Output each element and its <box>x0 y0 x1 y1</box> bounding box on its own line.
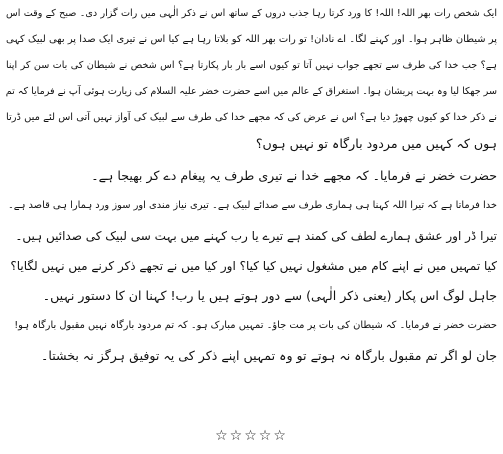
paragraph-line-4: سر جھکا لیا وہ بہت پریشان ہوا۔ استغراق کے عالم میں اسے حضرت خضر علیہ السلام کی زیارت ہوئی آپ نے فرمایا کہ تم <box>6 86 497 97</box>
paragraph-line-11: جاہل لوگ اس پکار (یعنی ذکر الٰہی) سے دور ہوتے ہیں یا رب! کہنا ان کا دستور نہیں۔ <box>42 288 497 303</box>
paragraph-line-9: تیرا ڈر اور عشق ہمارے لطف کی کمند ہے تیرے یا رب کہنے میں بہت سی لبیک کی صدائیں ہیں۔ <box>15 229 497 243</box>
paragraph-line-7: حضرت خضر نے فرمایا۔ کہ مجھے خدا نے تیری طرف یہ پیغام دے کر بھیجا ہے۔ <box>91 168 497 183</box>
footer-stars: ☆☆☆☆☆ <box>215 428 288 444</box>
paragraph-line-5: نے ذکر خدا کو کیوں چھوڑ دیا ہے؟ اس نے عرض کی کہ مجھے خدا کی طرف سے لبیک کی آواز نہیں آتی اس لئے میں ڈرتا <box>6 112 497 123</box>
paragraph-line-10: کیا تمہیں میں نے اپنے کام میں مشغول نہیں کیا کیا؟ اور کیا میں نے تجھے ذکر کرنے میں نہیں لگایا؟ <box>10 259 497 273</box>
paragraph-line-12: حضرت خضر نے فرمایا۔ کہ شیطان کی بات پر مت جاؤ۔ تمہیں مبارک ہو۔ کہ تم مردود بارگاہ نہیں مقبول بارگاہ ہو! <box>14 320 497 331</box>
paragraph-line-3: ہے؟ جب خدا کی طرف سے تجھے جواب نہیں آتا تو کیوں اسے بار بار پکارتا ہے؟ اس شخص نے شیطان کی بات سن کر اپنا <box>6 60 497 71</box>
paragraph-line-8: خدا فرماتا ہے کہ تیرا اللہ کہنا ہی ہماری طرف سے صدائے لبیک ہے۔ تیری نیاز مندی اور سوز ورد ہمارا ہی قاصد ہے۔ <box>8 200 497 211</box>
paragraph-line-6: ہوں کہ کہیں میں مردود بارگاہ تو نہیں ہوں؟ <box>255 136 497 151</box>
paragraph-line-13: جان لو اگر تم مقبول بارگاہ نہ ہوتے تو وہ تمہیں اپنے ذکر کی یہ توفیق ہرگز نہ بخشتا۔ <box>41 348 497 363</box>
paragraph-line-2: پر شیطان ظاہر ہوا۔ اور کہنے لگا۔ اے نادان! تو رات بھر اللہ کو بلاتا رہا ہے کیا اس نے تیری ایک صدا پر بھی لبیک کہی <box>6 34 497 45</box>
paragraph-line-1: ایک شخص رات بھر اللہ! اللہ! کا ورد کرتا رہا جذب دروں کے ساتھ اس نے ذکر الٰہی میں رات گزار دی۔ صبح کے وقت اس <box>6 8 497 19</box>
